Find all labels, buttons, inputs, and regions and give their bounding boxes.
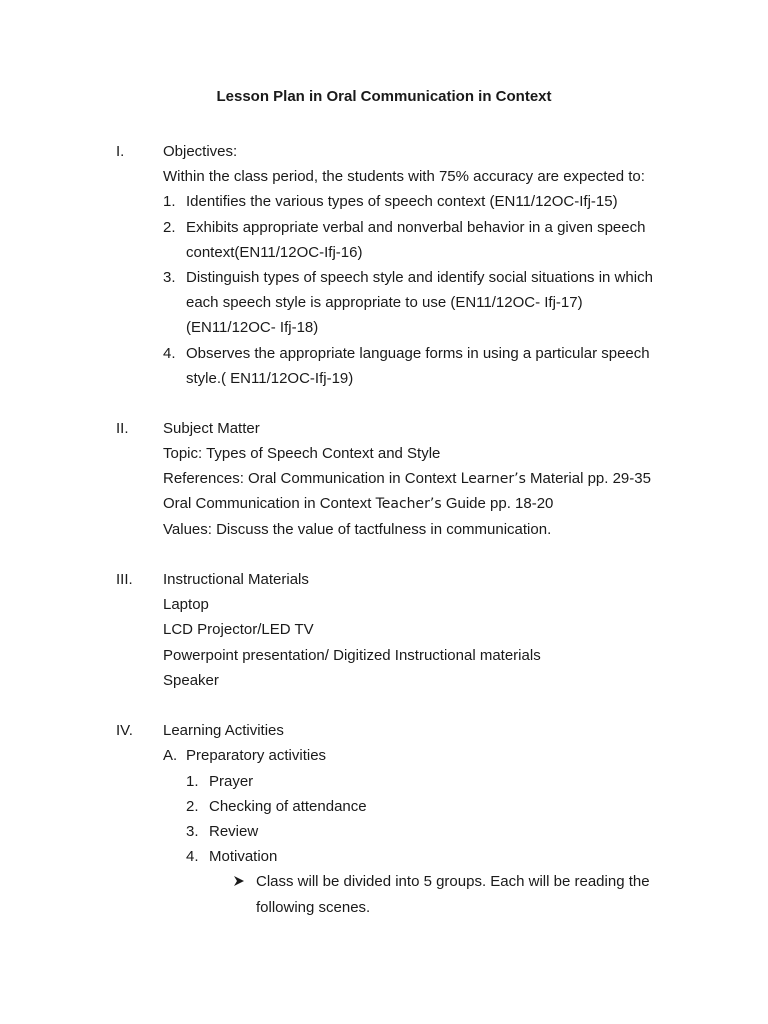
document-title: Lesson Plan in Oral Communication in Context (216, 88, 552, 105)
objective-number: 2. (163, 219, 176, 236)
objective-line: each speech style is appropriate to use (EN11/12OC- Ifj-17) (186, 294, 583, 311)
subject-topic: Topic: Types of Speech Context and Style (163, 445, 441, 462)
section-2-heading: Subject Matter (163, 420, 260, 437)
objective-line: Observes the appropriate language forms in using a particular speech (186, 345, 650, 362)
reference-text: Oral Communication in Context (163, 495, 376, 512)
activity-item: Checking of attendance (209, 798, 367, 815)
section-1-numeral: I. (116, 143, 125, 160)
material-item: Powerpoint presentation/ Digitized Instructional materials (163, 647, 541, 664)
section-3-numeral: III. (116, 571, 133, 588)
subject-reference-1 (163, 469, 651, 489)
objective-line: Identifies the various types of speech context (EN11/12OC-Ifj-15) (186, 193, 618, 210)
section-1-heading: Objectives: (163, 143, 238, 160)
material-item: Speaker (163, 672, 219, 689)
section-3-heading: Instructional Materials (163, 571, 309, 588)
section-2-numeral: II. (116, 420, 129, 437)
section-4-numeral: IV. (116, 722, 133, 739)
objectives-intro: Within the class period, the students with 75% accuracy are expected to: (163, 168, 645, 185)
subject-values: Values: Discuss the value of tactfulness in communication. (163, 521, 552, 538)
activity-number: 2. (186, 798, 199, 815)
reference-text: Learner’s (460, 471, 526, 487)
activity-number: 4. (186, 848, 199, 865)
objective-line: Exhibits appropriate verbal and nonverbal behavior in a given speech (186, 219, 646, 236)
activity-item: Motivation (209, 848, 278, 865)
material-item: Laptop (163, 596, 209, 613)
objective-line: style.( EN11/12OC-Ifj-19) (186, 370, 354, 387)
activity-number: 1. (186, 773, 199, 790)
section-4-heading: Learning Activities (163, 722, 284, 739)
objective-line: (EN11/12OC- Ifj-18) (186, 319, 319, 336)
arrowhead-bullet-icon (233, 872, 245, 892)
objective-number: 4. (163, 345, 176, 362)
subject-reference-2 (163, 494, 553, 514)
reference-text: Guide pp. 18-20 (441, 495, 554, 512)
objective-line: context(EN11/12OC-Ifj-16) (186, 244, 363, 261)
objective-number: 3. (163, 269, 176, 286)
reference-text: Teacher’s (375, 496, 442, 512)
activity-item: Prayer (209, 773, 254, 790)
objective-number: 1. (163, 193, 176, 210)
subsection-heading: Preparatory activities (186, 747, 327, 764)
reference-text: Material pp. 29-35 (525, 470, 651, 487)
reference-text: References: Oral Communication in Context (163, 470, 461, 487)
activity-item: Review (209, 823, 259, 840)
motivation-detail: Class will be divided into 5 groups. Each will be reading the (256, 873, 650, 890)
subsection-letter: A. (163, 747, 178, 764)
motivation-detail: following scenes. (256, 899, 371, 916)
objective-line: Distinguish types of speech style and identify social situations in which (186, 269, 653, 286)
activity-number: 3. (186, 823, 199, 840)
material-item: LCD Projector/LED TV (163, 621, 314, 638)
